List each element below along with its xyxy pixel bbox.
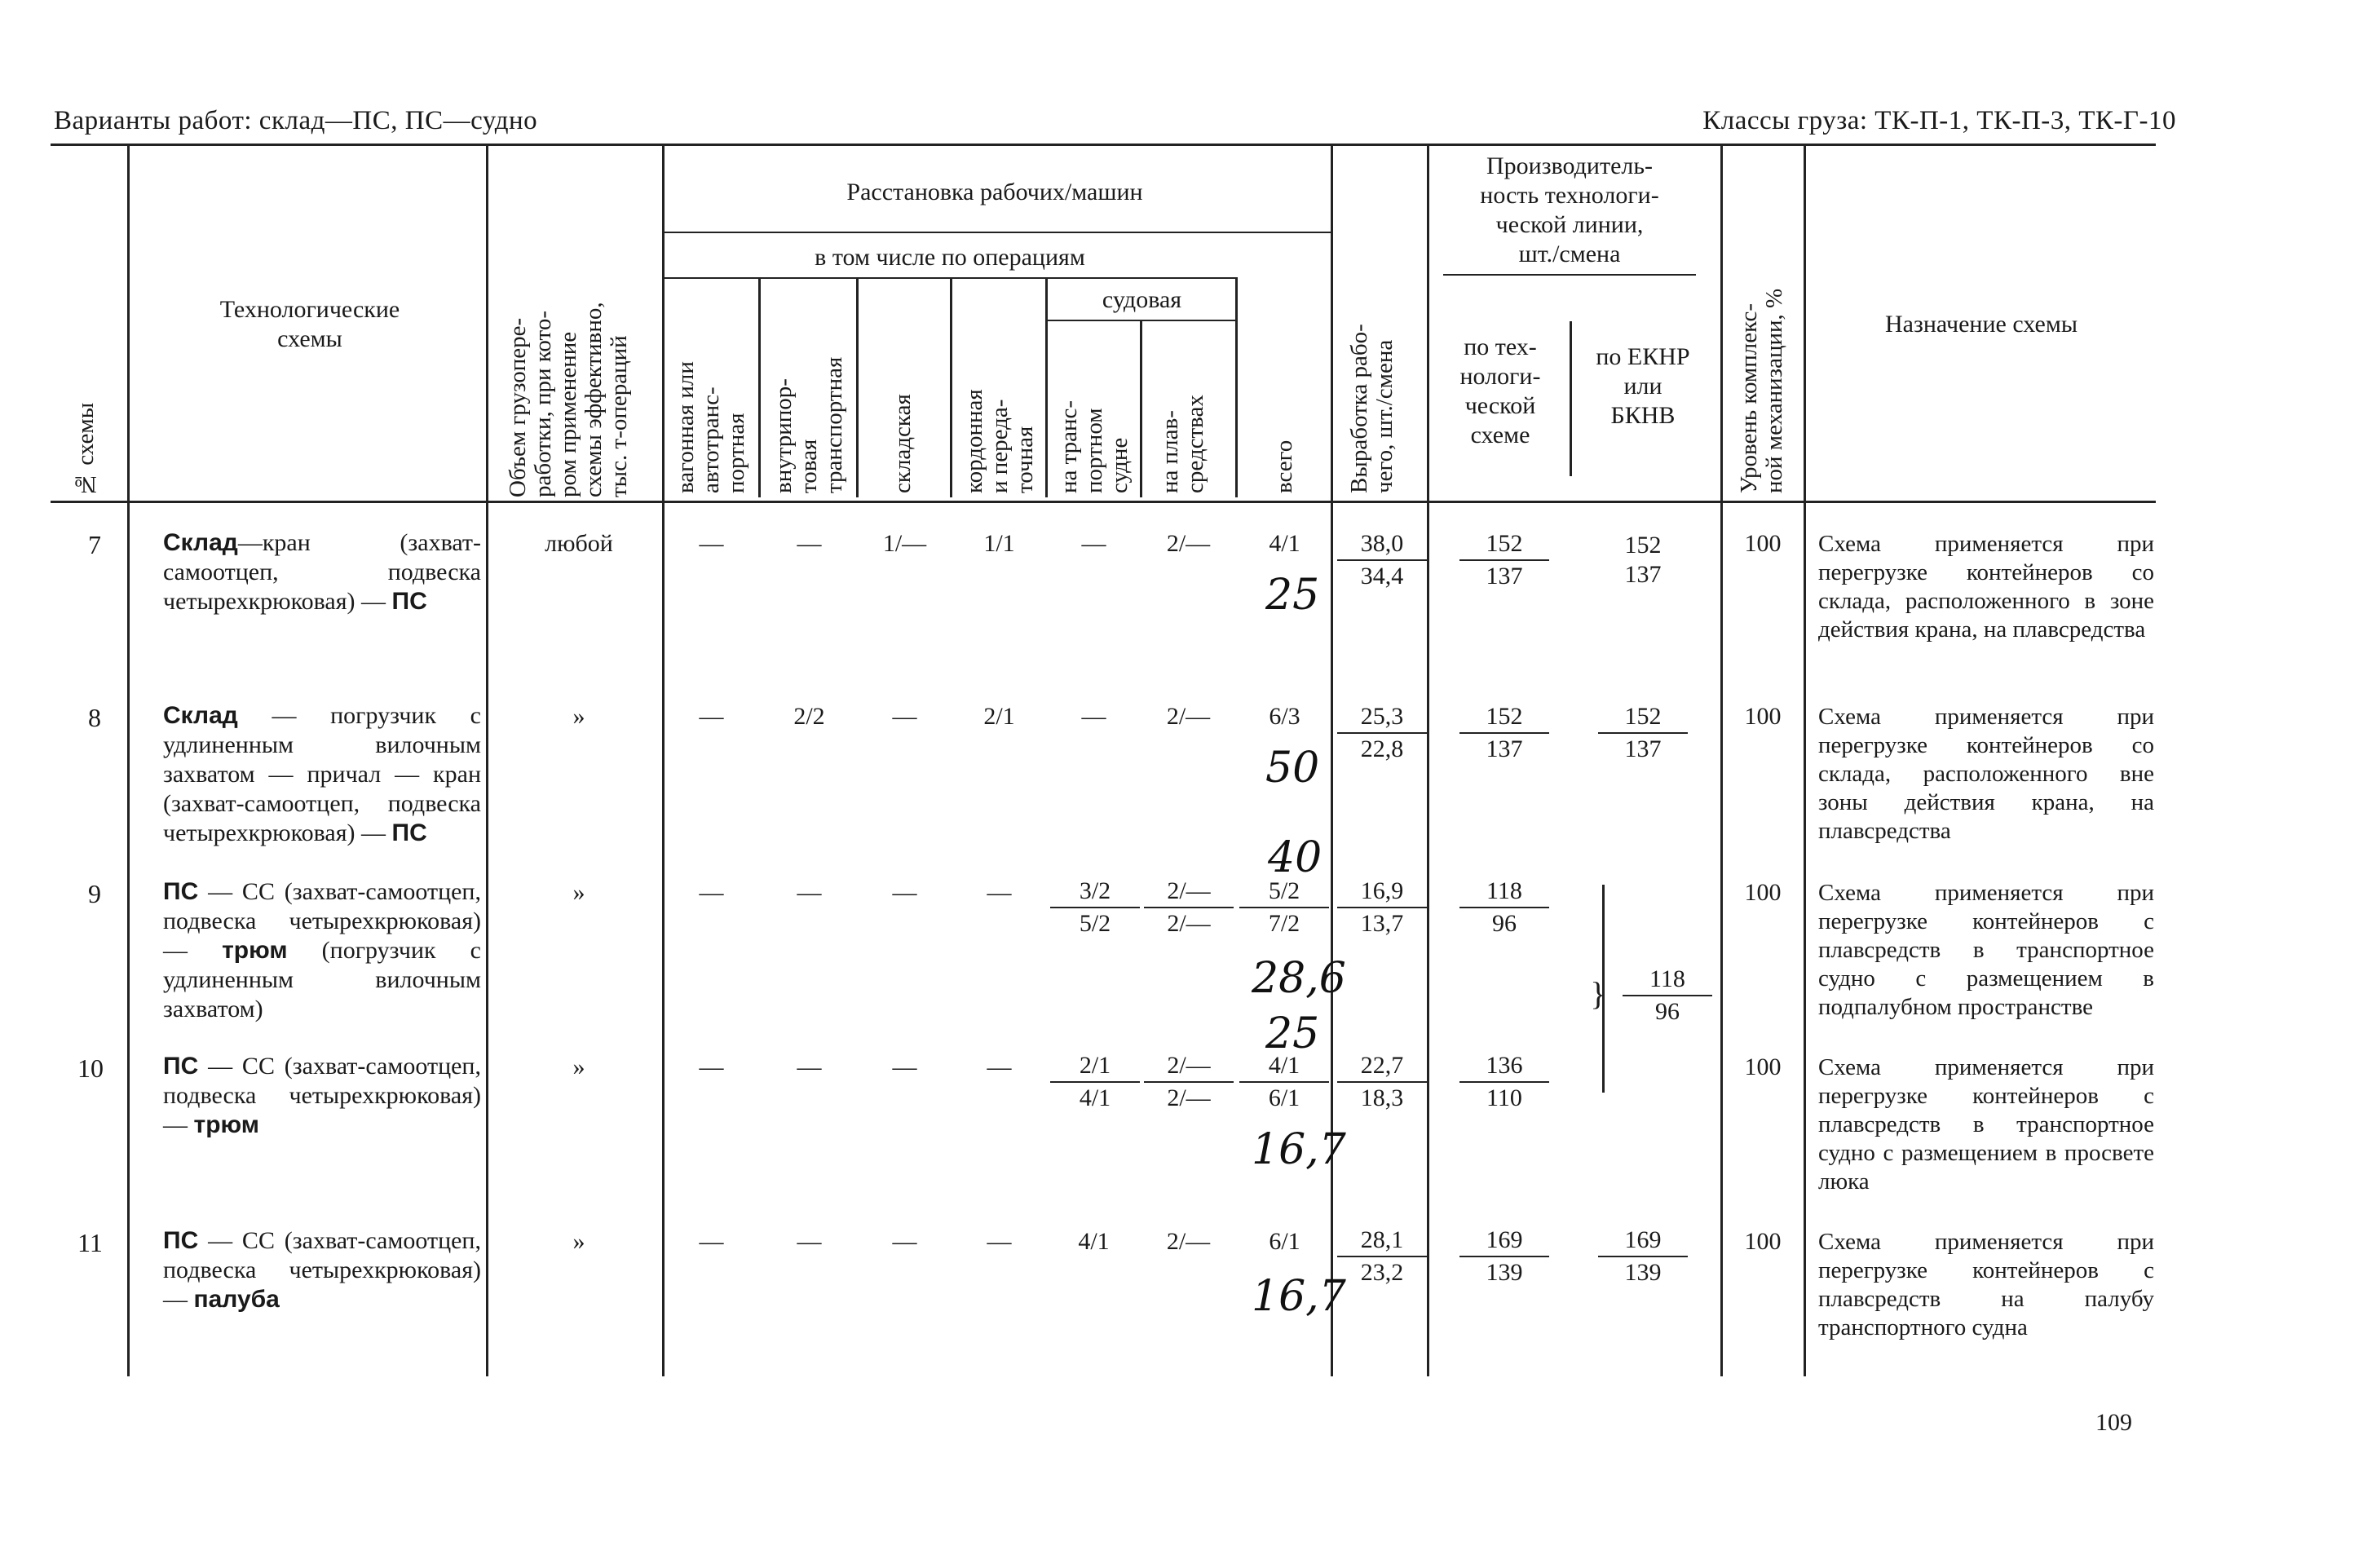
col-sep (662, 145, 665, 1376)
handwritten-note: 25 (1265, 571, 1320, 620)
row-on-ship: $\frac{2/1}{4/1}$ (1050, 1052, 1140, 1112)
row-intraport: — (797, 1053, 822, 1080)
col-header-on-float: на плав- средствах (1157, 395, 1208, 493)
row-wagon: — (699, 1228, 724, 1255)
row-total: 6/1 (1269, 1228, 1300, 1255)
col-sep (950, 277, 952, 497)
row-volume: » (572, 703, 585, 730)
row-cordon: 1/1 (983, 530, 1015, 557)
col-sep (1804, 145, 1806, 1376)
row-intraport: 2/2 (793, 703, 825, 730)
col-sep (1331, 145, 1333, 1376)
row-scheme-text: ПС — СС (захват-самоотцеп, подвеска четырехкрюковая) — трюм (163, 1053, 481, 1138)
page-header-right: Классы груза: ТК-П-1, ТК-П-3, ТК-Г-10 (1702, 106, 2176, 135)
row-on-ship: — (1081, 703, 1106, 730)
row-prod-ekn: 152 137 (1624, 532, 1662, 588)
row-prod-tech: $\frac{118}{96}$ (1459, 877, 1549, 938)
row-cordon: — (987, 1053, 1012, 1080)
row-output: $\frac{22,7}{18,3}$ (1337, 1052, 1427, 1112)
row-intraport: — (797, 879, 822, 906)
row-on-float: $\frac{2/—}{2/—}$ (1144, 1052, 1234, 1112)
col-sep (1720, 145, 1723, 1376)
row-total: 4/1 (1269, 530, 1300, 557)
row-intraport: — (797, 1228, 822, 1255)
row-scheme-text: ПС — СС (захват-самоотцеп, подвеска четырехкрюковая) — трюм (погрузчик с удлиненным вилочным захватом) (163, 878, 481, 1022)
row-total: 6/3 (1269, 703, 1300, 730)
col-header-wagon: вагонная или автотранс- портная (673, 361, 749, 493)
col-header-productivity: Производитель- ность технологи- ческой линии, шт./смена (1480, 152, 1659, 267)
col-sep (1427, 145, 1429, 1376)
row-wagon: — (699, 703, 724, 730)
col-sep (1140, 321, 1142, 497)
row-scheme-text: Склад — погрузчик с удлиненным вилочным захватом — причал — кран (захват-самоотцеп, подвеска четырехкрюковая) — ПС (163, 702, 481, 846)
col-sep (1570, 321, 1572, 476)
handwritten-note: 16,7 (1252, 1125, 1346, 1174)
row-cordon: — (987, 879, 1012, 906)
row-prod-tech: $\frac{136}{110}$ (1459, 1052, 1549, 1112)
row-mech-level: 100 (1744, 879, 1782, 906)
productivity-rule (1443, 274, 1696, 276)
page-header-left: Варианты работ: склад—ПС, ПС—судно (54, 106, 538, 135)
row-on-float: 2/— (1166, 1228, 1211, 1255)
placement-rule (665, 232, 1331, 233)
col-header-by-ekn: по ЕКНР или БКНВ (1596, 343, 1690, 429)
row-warehouse: — (892, 1053, 917, 1080)
row-scheme-no: 8 (88, 703, 101, 732)
row-purpose: Схема применяется при перегрузке контейнеров с плавсредств на палубу транспортного судна (1818, 1229, 2154, 1340)
row-prod-ekn: $\frac{152}{137}$ (1598, 703, 1688, 763)
col-sep (856, 277, 859, 497)
row-volume: » (572, 1228, 585, 1255)
row-on-float: $\frac{2/—}{2/—}$ (1144, 877, 1234, 938)
col-sep (1045, 277, 1048, 497)
row-output: $\frac{16,9}{13,7}$ (1337, 877, 1427, 938)
col-header-scheme-no: № схемы (73, 402, 99, 497)
row-prod-ekn: $\frac{169}{139}$ (1598, 1226, 1688, 1287)
row-cordon: — (987, 1228, 1012, 1255)
col-header-on-ship: на транс- портном судне (1056, 400, 1133, 493)
table-head-rule (51, 501, 2156, 503)
col-header-by-tech: по тех- нологи- ческой схеме (1459, 333, 1541, 448)
row-prod-tech: $\frac{152}{137}$ (1459, 530, 1549, 590)
row-scheme-text: ПС — СС (захват-самоотцеп, подвеска четырехкрюковая) — палуба (163, 1227, 481, 1313)
row-on-ship: — (1081, 530, 1106, 557)
row-scheme-no: 11 (77, 1228, 103, 1257)
row-on-float: 2/— (1166, 703, 1211, 730)
row-mech-level: 100 (1744, 1053, 1782, 1080)
col-header-intraport: внутрипор- товая транспортная (771, 356, 847, 493)
col-header-tech-schemes: Технологические схемы (219, 296, 400, 352)
row-on-ship: $\frac{3/2}{5/2}$ (1050, 877, 1140, 938)
col-header-placement: Расстановка рабочих/машин (846, 179, 1143, 205)
row-scheme-no: 9 (88, 879, 101, 908)
row-prod-ekn: $\frac{118}{96}$ (1623, 965, 1712, 1026)
row-total: $\frac{5/2}{7/2}$ (1239, 877, 1329, 938)
col-header-warehouse: складская (890, 394, 916, 493)
row-purpose: Схема применяется при перегрузке контейнеров со склада, расположенного в зоне действия крана, на плавсредства (1818, 531, 2154, 643)
ship-rule (1048, 320, 1237, 321)
row-mech-level: 100 (1744, 1228, 1782, 1255)
row-warehouse: — (892, 703, 917, 730)
col-header-purpose: Назначение схемы (1885, 311, 2078, 338)
row-mech-level: 100 (1744, 703, 1782, 730)
row-warehouse: — (892, 1228, 917, 1255)
handwritten-note: 16,7 (1252, 1272, 1346, 1321)
col-header-total: всего (1271, 439, 1297, 493)
col-sep (486, 145, 488, 1376)
page-number: 109 (2095, 1409, 2132, 1436)
row-purpose: Схема применяется при перегрузке контейнеров с плавсредств в транспортное судно с размещением в подпалубном пространстве (1818, 880, 2154, 1020)
col-header-cordon: кордонная и переда- точная (961, 389, 1038, 493)
row-volume: » (572, 879, 585, 906)
col-header-by-operations: в том числе по операциям (815, 244, 1085, 271)
row-scheme-no: 7 (88, 530, 101, 559)
row-on-ship: 4/1 (1078, 1228, 1110, 1255)
row-output: $\frac{38,0}{34,4}$ (1337, 530, 1427, 590)
row-warehouse: — (892, 879, 917, 906)
row-volume: любой (545, 530, 613, 557)
row-prod-tech: $\frac{152}{137}$ (1459, 703, 1549, 763)
col-sep (127, 145, 130, 1376)
row-scheme-text: Склад—кран (захват-самоотцеп, подвеска четырехкрюковая) — ПС (163, 529, 481, 615)
row-on-float: 2/— (1166, 530, 1211, 557)
col-header-ship: судовая (1102, 286, 1182, 313)
brace-icon: } (1590, 975, 1606, 1012)
handwritten-note: 25 (1265, 1009, 1320, 1058)
handwritten-note: 50 (1265, 744, 1320, 793)
row-mech-level: 100 (1744, 530, 1782, 557)
col-header-mech-level: Уровень комплекс- ной механизации, % (1736, 288, 1787, 493)
row-output: $\frac{25,3}{22,8}$ (1337, 703, 1427, 763)
col-header-output: Выработка рабо- чего, шт./смена (1346, 324, 1398, 493)
row-scheme-no: 10 (77, 1053, 104, 1083)
row-volume: » (572, 1053, 585, 1080)
handwritten-note: 40 (1268, 833, 1322, 882)
row-purpose: Схема применяется при перегрузке контейнеров с плавсредств в транспортное судно с размещением в просвете люка (1818, 1054, 2154, 1195)
col-header-volume: Объем грузопере- работки, при кото- ром применение схемы эффективно, тыс. т-операций (505, 302, 632, 497)
row-prod-tech: $\frac{169}{139}$ (1459, 1226, 1549, 1287)
row-wagon: — (699, 530, 724, 557)
row-wagon: — (699, 879, 724, 906)
row-output: $\frac{28,1}{23,2}$ (1337, 1226, 1427, 1287)
row-purpose: Схема применяется при перегрузке контейнеров со склада, расположенного вне зоны действия крана, на плавсредства (1818, 704, 2154, 844)
row-intraport: — (797, 530, 822, 557)
col-sep (1235, 277, 1238, 497)
row-total: $\frac{4/1}{6/1}$ (1239, 1052, 1329, 1112)
col-sep (758, 277, 761, 497)
table-top-rule (51, 144, 2156, 146)
row-cordon: 2/1 (983, 703, 1015, 730)
row-warehouse: 1/— (882, 530, 927, 557)
handwritten-note: 28,6 (1252, 954, 1346, 1003)
row-wagon: — (699, 1053, 724, 1080)
